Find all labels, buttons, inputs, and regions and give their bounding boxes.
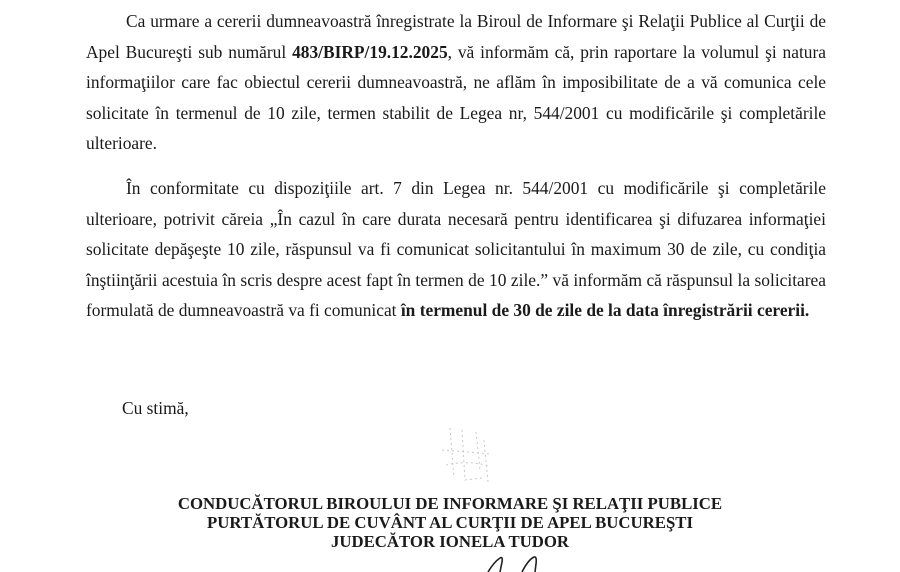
paragraph2-text-before: În conformitate cu dispoziţiile art. 7 din Legea nr. 544/2001 cu modificările şi completările ulterioare, potrivit căreia „În cazul în care durata necesară pentru identificarea şi difuzarea informaţiei solicitate depăşeşte 10 zile, răspunsul va fi comunicat solicitantului în maximum 30 de zile, cu condiţia înştiinţării acestuia în scris despre acest fapt în termen de 10 zile.” vă informăm că răspunsul la solicitarea formulată de dumneavoastră va fi comunicat xyxy=(86,178,826,321)
signatory-title: CONDUCĂTORUL BIROULUI DE INFORMARE ŞI RELAŢII PUBLICE xyxy=(177,494,723,513)
paragraph-registration-notice xyxy=(86,6,826,159)
signatory-block xyxy=(0,495,900,551)
handwritten-signature xyxy=(470,556,560,572)
paragraph1-text-after: , vă informăm că, prin raportare la volumul şi natura informaţiilor care fac obiectul cererii dumneavoastră, ne aflăm în imposibilitate de a vă comunica cele solicitate în termenul de 10 zile, termen stabilit de Legea nr, 544/2001 cu modificările şi completările ulterioare. xyxy=(86,41,826,154)
signatory-name: JUDECĂTOR IONELA TUDOR xyxy=(330,531,570,551)
signatory-role: PURTĂTORUL DE CUVÂNT AL CURŢII DE APEL BUCUREŞTI xyxy=(206,512,694,532)
closing-salutation: Cu stimă, xyxy=(122,398,189,418)
faded-stamp-mark xyxy=(432,420,502,490)
response-deadline: în termenul de 30 de zile de la data înregistrării cererii. xyxy=(400,300,810,321)
registration-number: 483/BIRP/19.12.2025 xyxy=(292,41,448,62)
paragraph-legal-basis xyxy=(86,173,826,326)
paragraph1-text-before: Ca urmare a cererii dumneavoastră înregistrate la Biroul de Informare şi Relaţii Publice al Curţii de Apel Bucureşti sub numărul xyxy=(86,11,826,62)
